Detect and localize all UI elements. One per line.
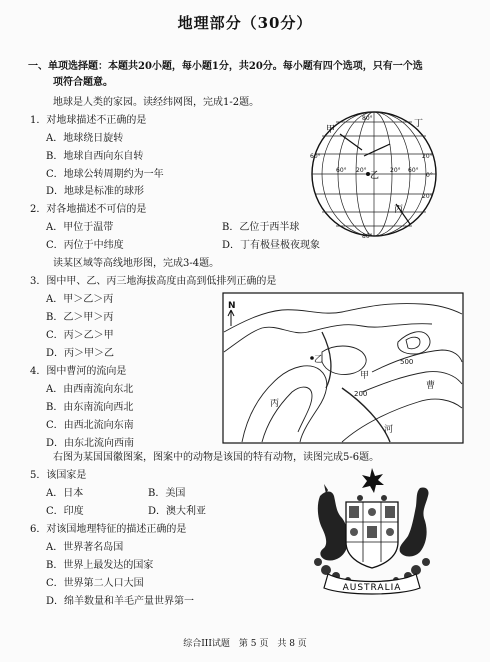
contour-map-figure (222, 292, 464, 444)
q2-stem: 2．对各地描述不可信的是 (30, 204, 147, 215)
river-label-he: 河 (384, 425, 394, 435)
emu-icon (400, 487, 429, 556)
q3-option-d: D．丙＞甲＞乙 (46, 348, 115, 359)
graticule-globe-figure (306, 104, 444, 246)
north-arrow-label: N (228, 301, 236, 311)
section-heading: 一、单项选择题：本题共20小题，每小题1分，共20分。每小题有四个选项，只有一个选 (28, 61, 423, 72)
globe-lat-label: 60° (310, 153, 321, 160)
globe-label-yi: 乙 (370, 171, 380, 181)
q3-option-c: C．丙＞乙＞甲 (46, 330, 114, 341)
contour-label-jia: 甲 (360, 371, 370, 381)
q6-option-a: A．世界著名岛国 (46, 542, 124, 553)
commonwealth-star-icon (362, 468, 384, 493)
q1-option-c: C．地球公转周期约为一年 (46, 169, 164, 180)
q2-option-d: D．丁有极昼极夜现象 (222, 240, 321, 251)
globe-label-bing: 丙 (394, 205, 404, 215)
q3-option-a: A．甲＞乙＞丙 (46, 294, 114, 305)
q3-option-b: B．乙＞甲＞丙 (46, 312, 114, 323)
globe-label-ding: 丁 (414, 119, 424, 129)
page-title: 地理部分（30分） (177, 14, 313, 32)
intro-5-6: 右图为某国国徽图案，图案中的动物是该国的特有动物，读图完成5-6题。 (53, 452, 380, 463)
globe-lon-label: 20° (390, 167, 401, 174)
q4-option-c: C．由西北流向东南 (46, 420, 134, 431)
q3-stem: 3．图中甲、乙、丙三地海拔高度由高到低排列正确的是 (30, 276, 277, 287)
q6-option-b: B．世界上最发达的国家 (46, 560, 154, 571)
q6-option-d: D．绵羊数量和羊毛产量世界第一 (46, 596, 195, 607)
q4-stem: 4．图中曹河的流向是 (30, 366, 127, 377)
kangaroo-icon (318, 492, 348, 561)
q4-option-a: A．由西南流向东北 (46, 384, 134, 395)
q2-option-b: B．乙位于西半球 (222, 222, 300, 233)
coat-of-arms-figure (296, 466, 452, 600)
globe-label-jia: 甲 (326, 125, 336, 135)
globe-lat-label: 80° (362, 115, 373, 122)
globe-lon-label: 60° (336, 167, 347, 174)
q4-option-d: D．由东北流向西南 (46, 438, 135, 449)
q5-stem: 5．该国家是 (30, 470, 87, 481)
q1-option-a: A．地球绕日旋转 (46, 133, 124, 144)
q1-option-b: B．地球自西向东自转 (46, 151, 144, 162)
contour-label-yi: 乙 (314, 355, 324, 365)
contour-value-500: 500 (400, 358, 414, 366)
contour-value-200: 200 (354, 390, 368, 398)
q1-stem: 1．对地球描述不正确的是 (30, 115, 147, 126)
globe-lat-label: 20° (422, 153, 433, 160)
contour-label-bing: 丙 (270, 399, 280, 409)
q6-option-c: C．世界第二人口大国 (46, 578, 144, 589)
q1-option-d: D．地球是标准的球形 (46, 186, 145, 197)
q2-option-c: C．丙位于中纬度 (46, 240, 124, 251)
intro-1-2: 地球是人类的家园。读经纬网图，完成1-2题。 (53, 97, 260, 108)
q5-option-c: C．印度 (46, 506, 84, 517)
q4-option-b: B．由东南流向西北 (46, 402, 134, 413)
river-label-cao: 曹 (426, 381, 436, 391)
q2-option-a: A．甲位于温带 (46, 222, 114, 233)
q5-option-b: B．美国 (148, 488, 186, 499)
globe-lon-label: 60° (408, 167, 419, 174)
q5-option-a: A．日本 (46, 488, 84, 499)
globe-lat-label: 80° (362, 233, 373, 240)
q6-stem: 6．对该国地理特征的描述正确的是 (30, 524, 187, 535)
globe-lat-label: 0° (426, 172, 433, 179)
globe-lon-label: 20° (356, 167, 367, 174)
section-heading-cont: 项符合题意。 (53, 77, 113, 88)
page-footer: 综合III试题 第 5 页 共 8 页 (183, 639, 307, 649)
intro-3-4: 读某区域等高线地形图，完成3-4题。 (53, 258, 220, 269)
globe-lat-label: 20° (422, 193, 433, 200)
banner-text: AUSTRALIA (342, 583, 402, 593)
q5-option-d: D．澳大利亚 (148, 506, 207, 517)
